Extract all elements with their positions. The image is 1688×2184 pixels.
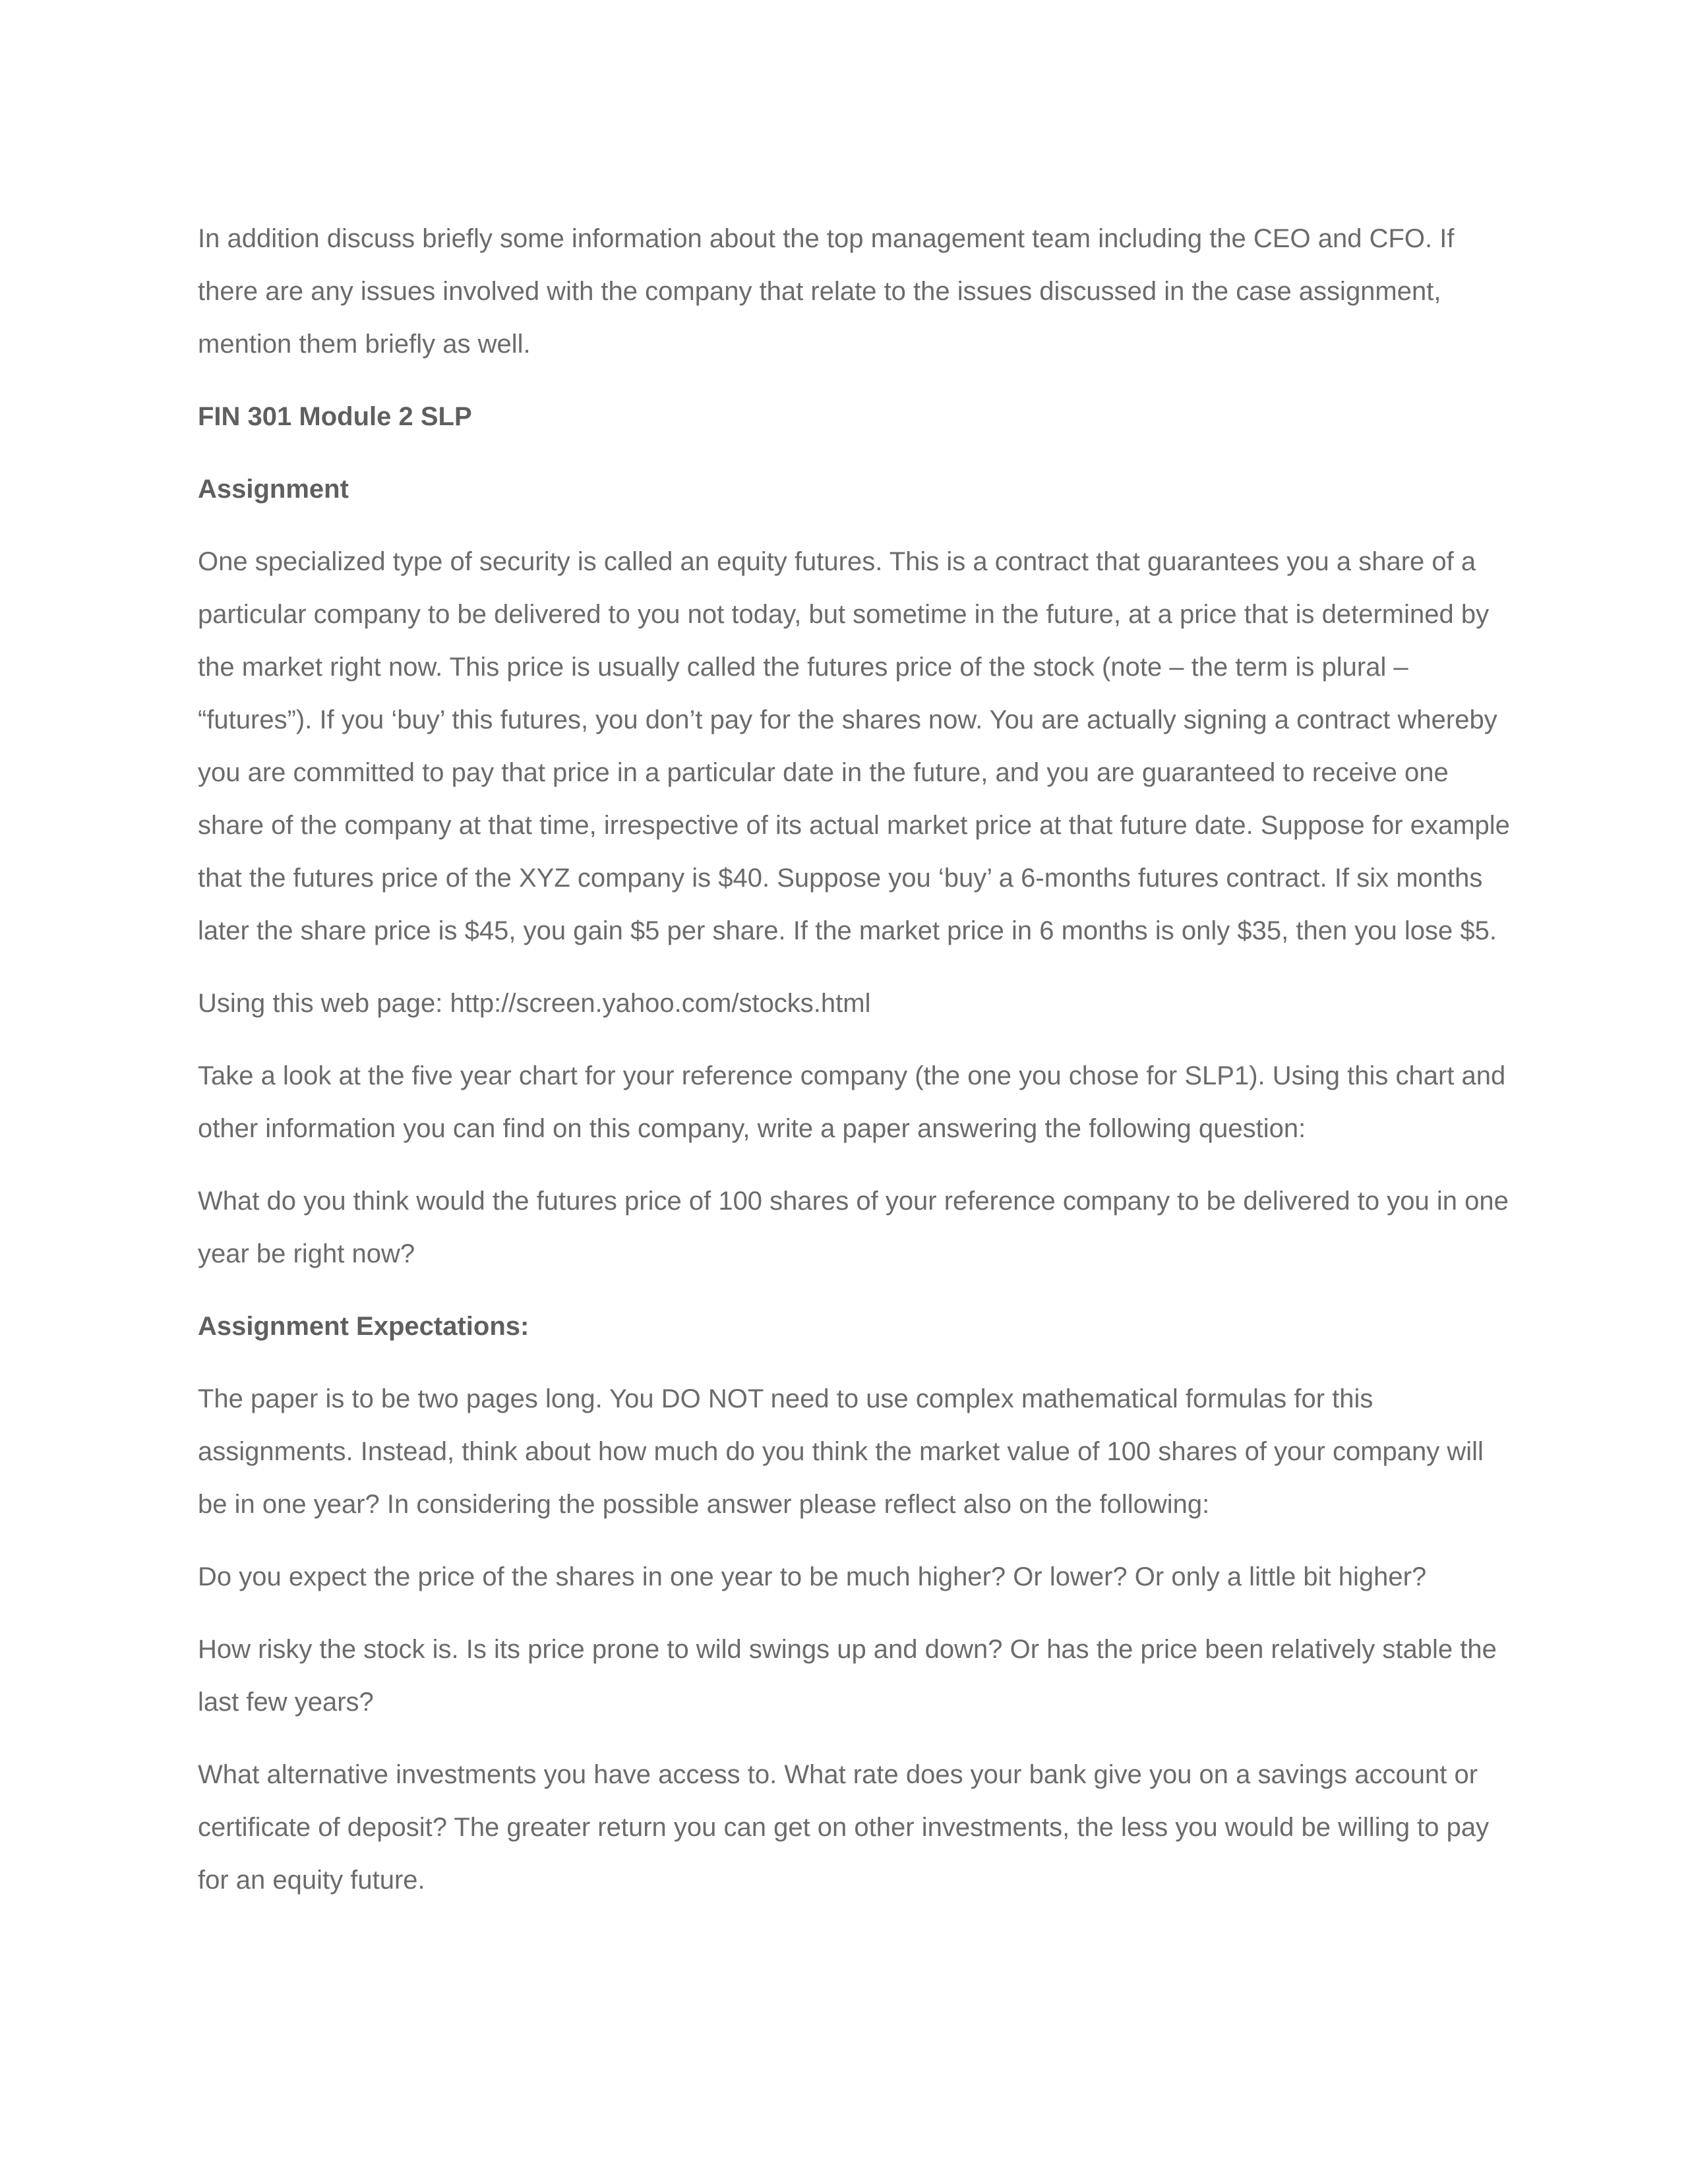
- heading-assignment: Assignment: [198, 475, 349, 504]
- document-body: [198, 212, 1510, 1926]
- paragraph-risk: How risky the stock is. Is its price prone to wild swings up and down? Or has the price been relatively stable the last few years?: [198, 1635, 1497, 1717]
- paragraph-paper-length: The paper is to be two pages long. You DO NOT need to use complex mathematical formulas for this assignments. Instead, think about how much do you think the market value of 100 shares of your company will be in one year? In considering the possible answer please reflect also on the following:: [198, 1384, 1484, 1519]
- paragraph-question: What do you think would the futures price of 100 shares of your reference company to be delivered to you in one year be right now?: [198, 1187, 1509, 1268]
- heading-assignment-expectations: Assignment Expectations:: [198, 1312, 529, 1341]
- paragraph-web-page: Using this web page: http://screen.yahoo.com/stocks.html: [198, 989, 871, 1018]
- paragraph-five-year-chart: Take a look at the five year chart for your reference company (the one you chose for SLP1). Using this chart and other information you can find on this company, write a paper answering the following question:: [198, 1061, 1506, 1143]
- heading-module-title: FIN 301 Module 2 SLP: [198, 402, 472, 431]
- paragraph-equity-futures: One specialized type of security is called an equity futures. This is a contract that guarantees you a share of a particular company to be delivered to you not today, but sometime in the future, at a price that is determined by the market right now. This price is usually called the futures price of the stock (note – the term is plural – “futures”). If you ‘buy’ this futures, you don’t pay for the shares now. You are actually signing a contract whereby you are committed to pay that price in a particular date in the future, and you are guaranteed to receive one share of the company at that time, irrespective of its actual market price at that future date. Suppose for example that the futures price of the XYZ company is $40. Suppose you ‘buy’ a 6-months futures contract. If six months later the share price is $45, you gain $5 per share. If the market price in 6 months is only $35, then you lose $5.: [198, 547, 1510, 945]
- paragraph-management-team: In addition discuss briefly some information about the top management team including the CEO and CFO. If there are any issues involved with the company that relate to the issues discussed in the case assignment, mention them briefly as well.: [198, 224, 1455, 359]
- paragraph-price-expectation: Do you expect the price of the shares in one year to be much higher? Or lower? Or only a little bit higher?: [198, 1562, 1427, 1591]
- paragraph-alternative-investments: What alternative investments you have access to. What rate does your bank give you on a savings account or certificate of deposit? The greater return you can get on other investments, the less you would be willing to pay for an equity future.: [198, 1760, 1490, 1895]
